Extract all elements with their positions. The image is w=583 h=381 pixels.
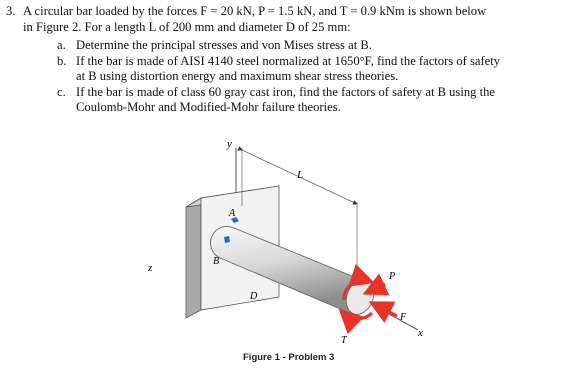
part-a-label: a. (57, 38, 66, 52)
y-axis-label: y (227, 138, 232, 150)
part-b-label: b. (57, 53, 67, 68)
x-axis (371, 304, 418, 330)
point-b-marker (224, 236, 230, 243)
force-f-arrow (374, 304, 397, 316)
point-a-label: A (229, 208, 236, 219)
part-b-line-2: at B using distortion energy and maximum shear stress theories. (76, 69, 399, 83)
part-a-line-1: Determine the principal stresses and von Mises stress at B. (76, 38, 372, 52)
problem-stem-line-2: in Figure 2. For a length L of 200 mm and diameter D of 25 mm: (23, 19, 351, 34)
force-p-label: P (389, 271, 396, 282)
point-b-label: B (213, 256, 220, 267)
z-axis-label: z (148, 262, 153, 274)
length-label: L (297, 169, 304, 181)
wall-side (186, 198, 201, 318)
part-c-line-1: If the bar is made of class 60 gray cast iron, find the factors of safety at B using the (76, 84, 495, 99)
part-c-label: c. (57, 84, 66, 99)
force-f-label: F (400, 312, 407, 323)
part-b-line-1: If the bar is made of AISI 4140 steel normalized at 1650°F, find the factors of safety (76, 53, 501, 68)
figure-caption: Figure 1 - Problem 3 (243, 352, 335, 363)
x-axis-label: x (418, 327, 423, 339)
torque-label: T (341, 335, 347, 346)
problem-stem-line-1: A circular bar loaded by the forces F = 20 kN, P = 1.5 kN, and T = 0.9 kNm is shown below (23, 4, 487, 18)
part-c-line-2: Coulomb-Mohr and Modified-Mohr failure theories. (76, 100, 341, 114)
diameter-label: D (250, 291, 258, 302)
problem-number: 3. (6, 4, 16, 18)
